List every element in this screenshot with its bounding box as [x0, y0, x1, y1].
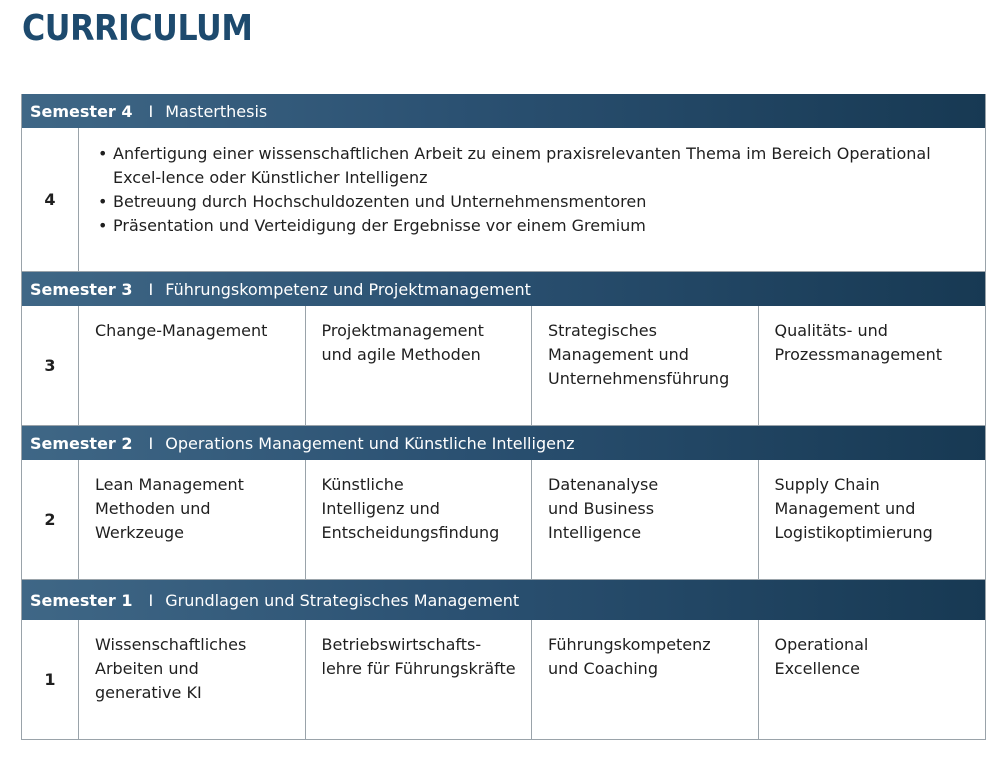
- list-item: • Betreuung durch Hochschuldozenten und Unternehmensmentoren: [95, 190, 969, 214]
- module-line: Prozessmanagement: [774, 345, 942, 364]
- module-line: Intelligenz und: [321, 499, 440, 518]
- module-line: Methoden und: [95, 499, 211, 518]
- module-cell: [306, 460, 533, 579]
- module-line: Führungskompetenz: [548, 635, 711, 654]
- module-line: Projektmanagement: [321, 321, 484, 340]
- module-line: generative KI: [95, 683, 202, 702]
- module-line: Operational: [774, 635, 869, 654]
- thesis-details: [79, 128, 985, 271]
- module-line: lehre für Führungskräfte: [321, 659, 516, 678]
- module-line: Strategisches: [548, 321, 657, 340]
- module-line: Künstliche: [321, 475, 404, 494]
- semester-label: Semester 4: [30, 101, 133, 121]
- semester-number: 4: [22, 128, 79, 271]
- module-line: und agile Methoden: [321, 345, 481, 364]
- semester-3-header: [22, 272, 985, 306]
- semester-4-row: [22, 128, 985, 272]
- module-line: Excellence: [774, 659, 860, 678]
- module-cell: [759, 620, 986, 739]
- module-line: Wissenschaftliches: [95, 635, 247, 654]
- module-line: Arbeiten und: [95, 659, 199, 678]
- list-item: • Präsentation und Verteidigung der Ergebnisse vor einem Gremium: [95, 214, 969, 238]
- semester-number: 1: [22, 620, 79, 739]
- semester-2-row: [22, 460, 985, 580]
- module-line: Datenanalyse: [548, 475, 659, 494]
- module-line: Werkzeuge: [95, 523, 184, 542]
- module-cell: [532, 306, 759, 425]
- module-line: Supply Chain: [774, 475, 880, 494]
- module-cell: [79, 460, 306, 579]
- module-line: und Business: [548, 499, 655, 518]
- module-line: Lean Management: [95, 475, 244, 494]
- semester-theme: Operations Management und Künstliche Intelligenz: [165, 433, 575, 453]
- separator: I: [148, 433, 154, 453]
- module-line: Management und: [774, 499, 916, 518]
- module-line: Change-Management: [95, 321, 268, 340]
- semester-theme: Masterthesis: [165, 101, 268, 121]
- semester-4-header: [22, 94, 985, 128]
- module-line: Betriebswirtschafts-: [321, 635, 482, 654]
- semester-1-row: [22, 620, 985, 740]
- separator: I: [148, 279, 154, 299]
- module-cell: [79, 306, 306, 425]
- semester-label: Semester 3: [30, 279, 133, 299]
- module-line: Logistikoptimierung: [774, 523, 933, 542]
- module-line: Management und: [548, 345, 689, 364]
- module-cell: [759, 460, 986, 579]
- semester-theme: Grundlagen und Strategisches Management: [165, 590, 520, 610]
- module-cell: [759, 306, 986, 425]
- separator: I: [148, 101, 154, 121]
- semester-2-header: [22, 426, 985, 460]
- module-cell: [532, 460, 759, 579]
- semester-label: Semester 1: [30, 590, 133, 610]
- module-cell: [532, 620, 759, 739]
- module-line: Entscheidungsfindung: [321, 523, 500, 542]
- separator: I: [148, 590, 154, 610]
- curriculum-table: [21, 94, 986, 740]
- semester-label: Semester 2: [30, 433, 133, 453]
- semester-1-header: [22, 580, 985, 620]
- module-line: Qualitäts- und: [774, 321, 888, 340]
- module-line: und Coaching: [548, 659, 658, 678]
- module-cell: [306, 620, 533, 739]
- bullet-list: [95, 142, 969, 238]
- module-cell: [306, 306, 533, 425]
- module-cell: [79, 620, 306, 739]
- list-item: • Anfertigung einer wissenschaftlichen Arbeit zu einem praxisrelevanten Thema im Bereich Operational Excel-lence oder Künstlicher Intelligenz: [95, 142, 969, 190]
- semester-number: 2: [22, 460, 79, 579]
- semester-3-row: [22, 306, 985, 426]
- module-line: Unternehmensführung: [548, 369, 730, 388]
- semester-theme: Führungskompetenz und Projektmanagement: [165, 279, 531, 299]
- page-title: CURRICULUM: [22, 8, 253, 49]
- semester-number: 3: [22, 306, 79, 425]
- module-line: Intelligence: [548, 523, 642, 542]
